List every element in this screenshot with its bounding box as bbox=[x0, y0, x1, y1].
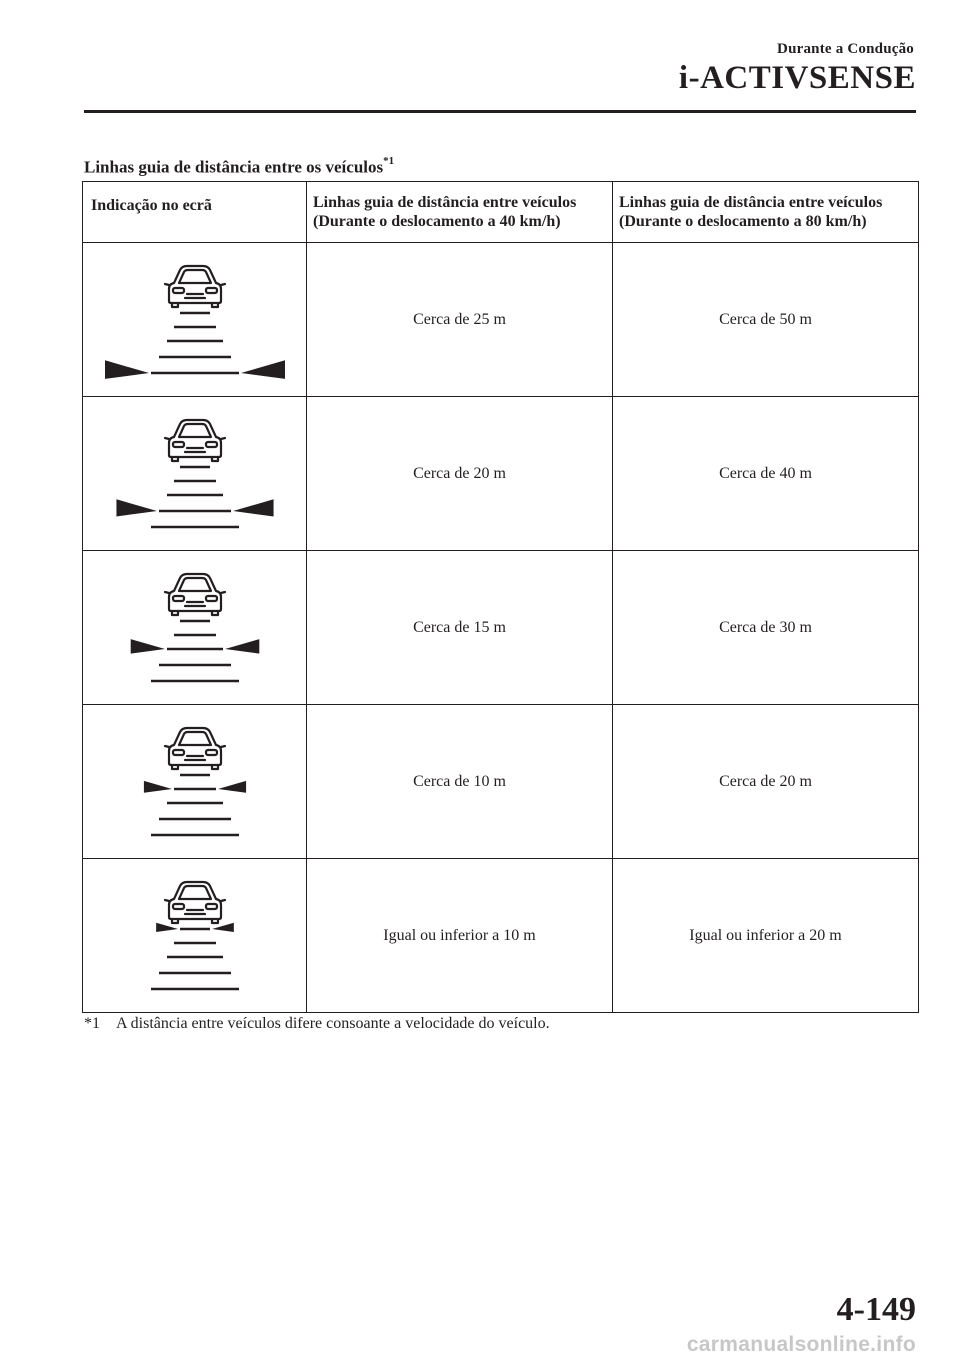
display-indication-cell bbox=[83, 243, 307, 397]
left-arrow-marker bbox=[105, 360, 149, 380]
distance-80kmh-cell: Igual ou inferior a 20 m bbox=[613, 859, 919, 1013]
column-header-80kmh: Linhas guia de distância entre veículos (Durante o deslocamento a 80 km/h) bbox=[613, 182, 919, 243]
car-icon bbox=[165, 266, 225, 307]
header-section: Durante a Condução bbox=[777, 41, 914, 57]
distance-40kmh-cell: Igual ou inferior a 10 m bbox=[307, 859, 613, 1013]
table-row bbox=[83, 705, 919, 859]
car-distance-guide-icon bbox=[105, 565, 285, 690]
header-rule bbox=[84, 110, 916, 113]
column-header-40kmh: Linhas guia de distância entre veículos (Durante o deslocamento a 40 km/h) bbox=[307, 182, 613, 243]
distance-40kmh-cell: Cerca de 20 m bbox=[307, 397, 613, 551]
car-distance-guide-icon bbox=[105, 257, 285, 382]
footnote-text: A distância entre veículos difere consoante a velocidade do veículo. bbox=[116, 1015, 550, 1032]
header-chapter: i-ACTIVSENSE bbox=[678, 60, 916, 96]
watermark: carmanualsonline.info bbox=[686, 1333, 916, 1356]
distance-80kmh-cell: Cerca de 50 m bbox=[613, 243, 919, 397]
table-row bbox=[83, 551, 919, 705]
table-row bbox=[83, 243, 919, 397]
car-distance-guide-icon bbox=[105, 411, 285, 536]
section-title-text: Linhas guia de distância entre os veículos bbox=[84, 157, 384, 177]
display-indication-cell bbox=[83, 859, 307, 1013]
column-header-display: Indicação no ecrã bbox=[83, 182, 307, 243]
footnote-mark: *1 bbox=[84, 1015, 100, 1032]
table-row bbox=[83, 397, 919, 551]
car-distance-guide-icon bbox=[105, 719, 285, 844]
table-row bbox=[83, 859, 919, 1013]
section-title-footnote-ref: *1 bbox=[383, 155, 395, 167]
right-arrow-marker bbox=[225, 639, 259, 654]
section-title bbox=[84, 157, 394, 178]
distance-guide-table bbox=[82, 181, 919, 1013]
display-indication-cell bbox=[83, 397, 307, 551]
distance-40kmh-cell: Cerca de 15 m bbox=[307, 551, 613, 705]
car-icon bbox=[165, 574, 225, 615]
right-arrow-marker bbox=[233, 499, 274, 516]
distance-40kmh-cell: Cerca de 25 m bbox=[307, 243, 613, 397]
car-icon bbox=[165, 420, 225, 461]
left-arrow-marker bbox=[130, 639, 164, 654]
distance-80kmh-cell: Cerca de 20 m bbox=[613, 705, 919, 859]
car-icon bbox=[165, 728, 225, 769]
page-number: 4-149 bbox=[836, 1291, 916, 1328]
right-arrow-marker bbox=[218, 781, 246, 793]
car-distance-guide-icon bbox=[105, 873, 285, 998]
car-icon bbox=[165, 882, 225, 923]
table-header-row bbox=[83, 182, 919, 243]
distance-80kmh-cell: Cerca de 40 m bbox=[613, 397, 919, 551]
right-arrow-marker bbox=[241, 360, 285, 380]
footnote bbox=[84, 1015, 550, 1033]
display-indication-cell bbox=[83, 705, 307, 859]
left-arrow-marker bbox=[116, 499, 157, 516]
distance-80kmh-cell: Cerca de 30 m bbox=[613, 551, 919, 705]
display-indication-cell bbox=[83, 551, 307, 705]
distance-40kmh-cell: Cerca de 10 m bbox=[307, 705, 613, 859]
left-arrow-marker bbox=[143, 781, 171, 793]
